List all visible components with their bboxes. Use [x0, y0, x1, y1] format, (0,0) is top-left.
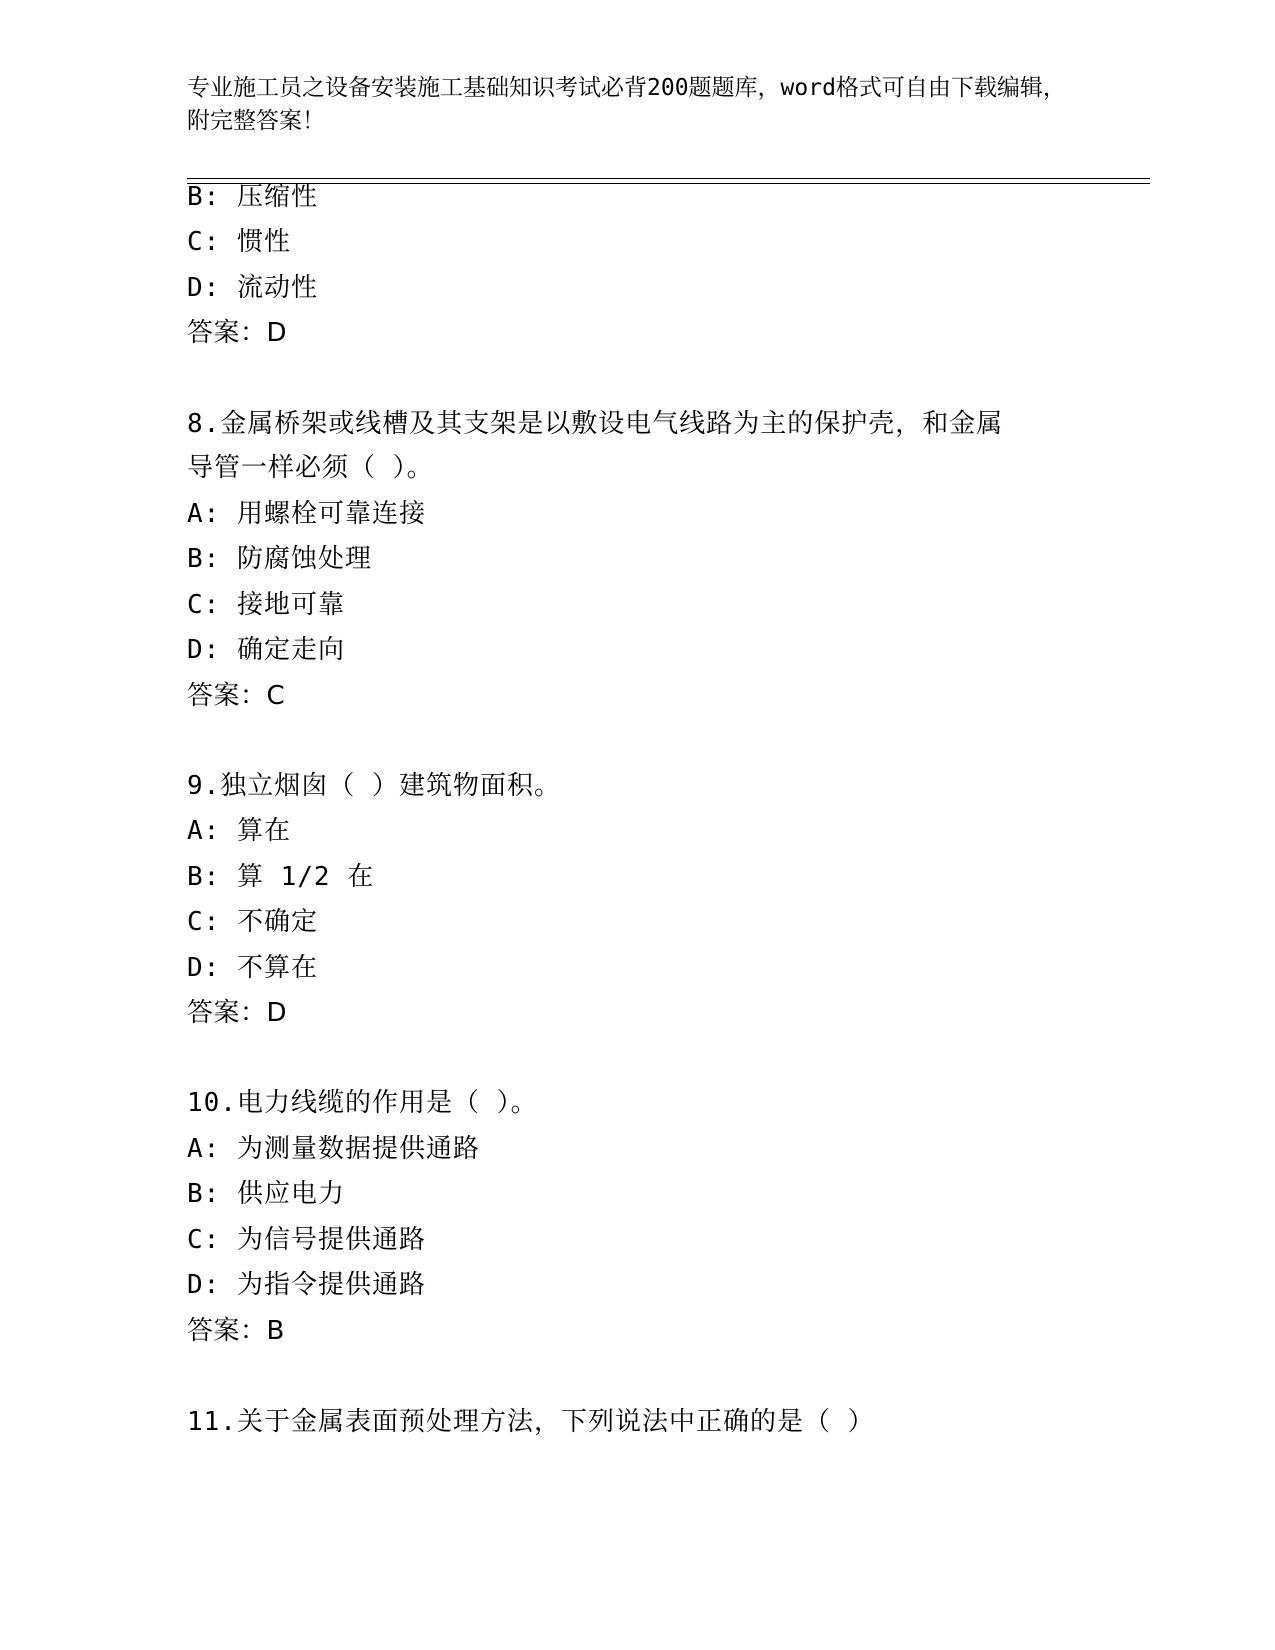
answer-text: 答案：D — [187, 998, 288, 1028]
option-b: B: 压缩性 — [187, 182, 318, 212]
header-divider-bottom — [187, 183, 1150, 184]
option-c: C: 接地可靠 — [187, 590, 345, 620]
option-a: A: 用螺栓可靠连接 — [187, 499, 426, 529]
option-b: B: 算 1/2 在 — [187, 862, 375, 892]
option-c: C: 为信号提供通路 — [187, 1225, 426, 1255]
question-text: 9.独立烟囱（ ）建筑物面积。 — [187, 771, 561, 801]
option-d: D: 流动性 — [187, 273, 318, 303]
option-c: C: 不确定 — [187, 907, 318, 937]
header-divider-top — [187, 178, 1150, 179]
option-a: A: 为测量数据提供通路 — [187, 1134, 480, 1164]
answer-text: 答案：D — [187, 318, 288, 348]
question-text: 11.关于金属表面预处理方法，下列说法中正确的是（ ） — [187, 1407, 875, 1437]
question-text: 导管一样必须（ ）。 — [187, 453, 434, 483]
option-d: D: 确定走向 — [187, 635, 345, 665]
option-a: A: 算在 — [187, 816, 291, 846]
option-b: B: 防腐蚀处理 — [187, 544, 372, 574]
document-header: 专业施工员之设备安装施工基础知识考试必背200题题库，word格式可自由下载编辑，附完整答案！ — [187, 75, 1066, 134]
option-b: B: 供应电力 — [187, 1179, 345, 1209]
answer-text: 答案：B — [187, 1316, 285, 1346]
question-text: 10.电力线缆的作用是（ ）。 — [187, 1088, 538, 1118]
option-c: C: 惯性 — [187, 227, 291, 257]
answer-text: 答案：C — [187, 681, 286, 711]
option-d: D: 为指令提供通路 — [187, 1270, 426, 1300]
question-text: 8.金属桥架或线槽及其支架是以敷设电气线路为主的保护壳，和金属 — [187, 409, 1004, 439]
option-d: D: 不算在 — [187, 953, 318, 983]
